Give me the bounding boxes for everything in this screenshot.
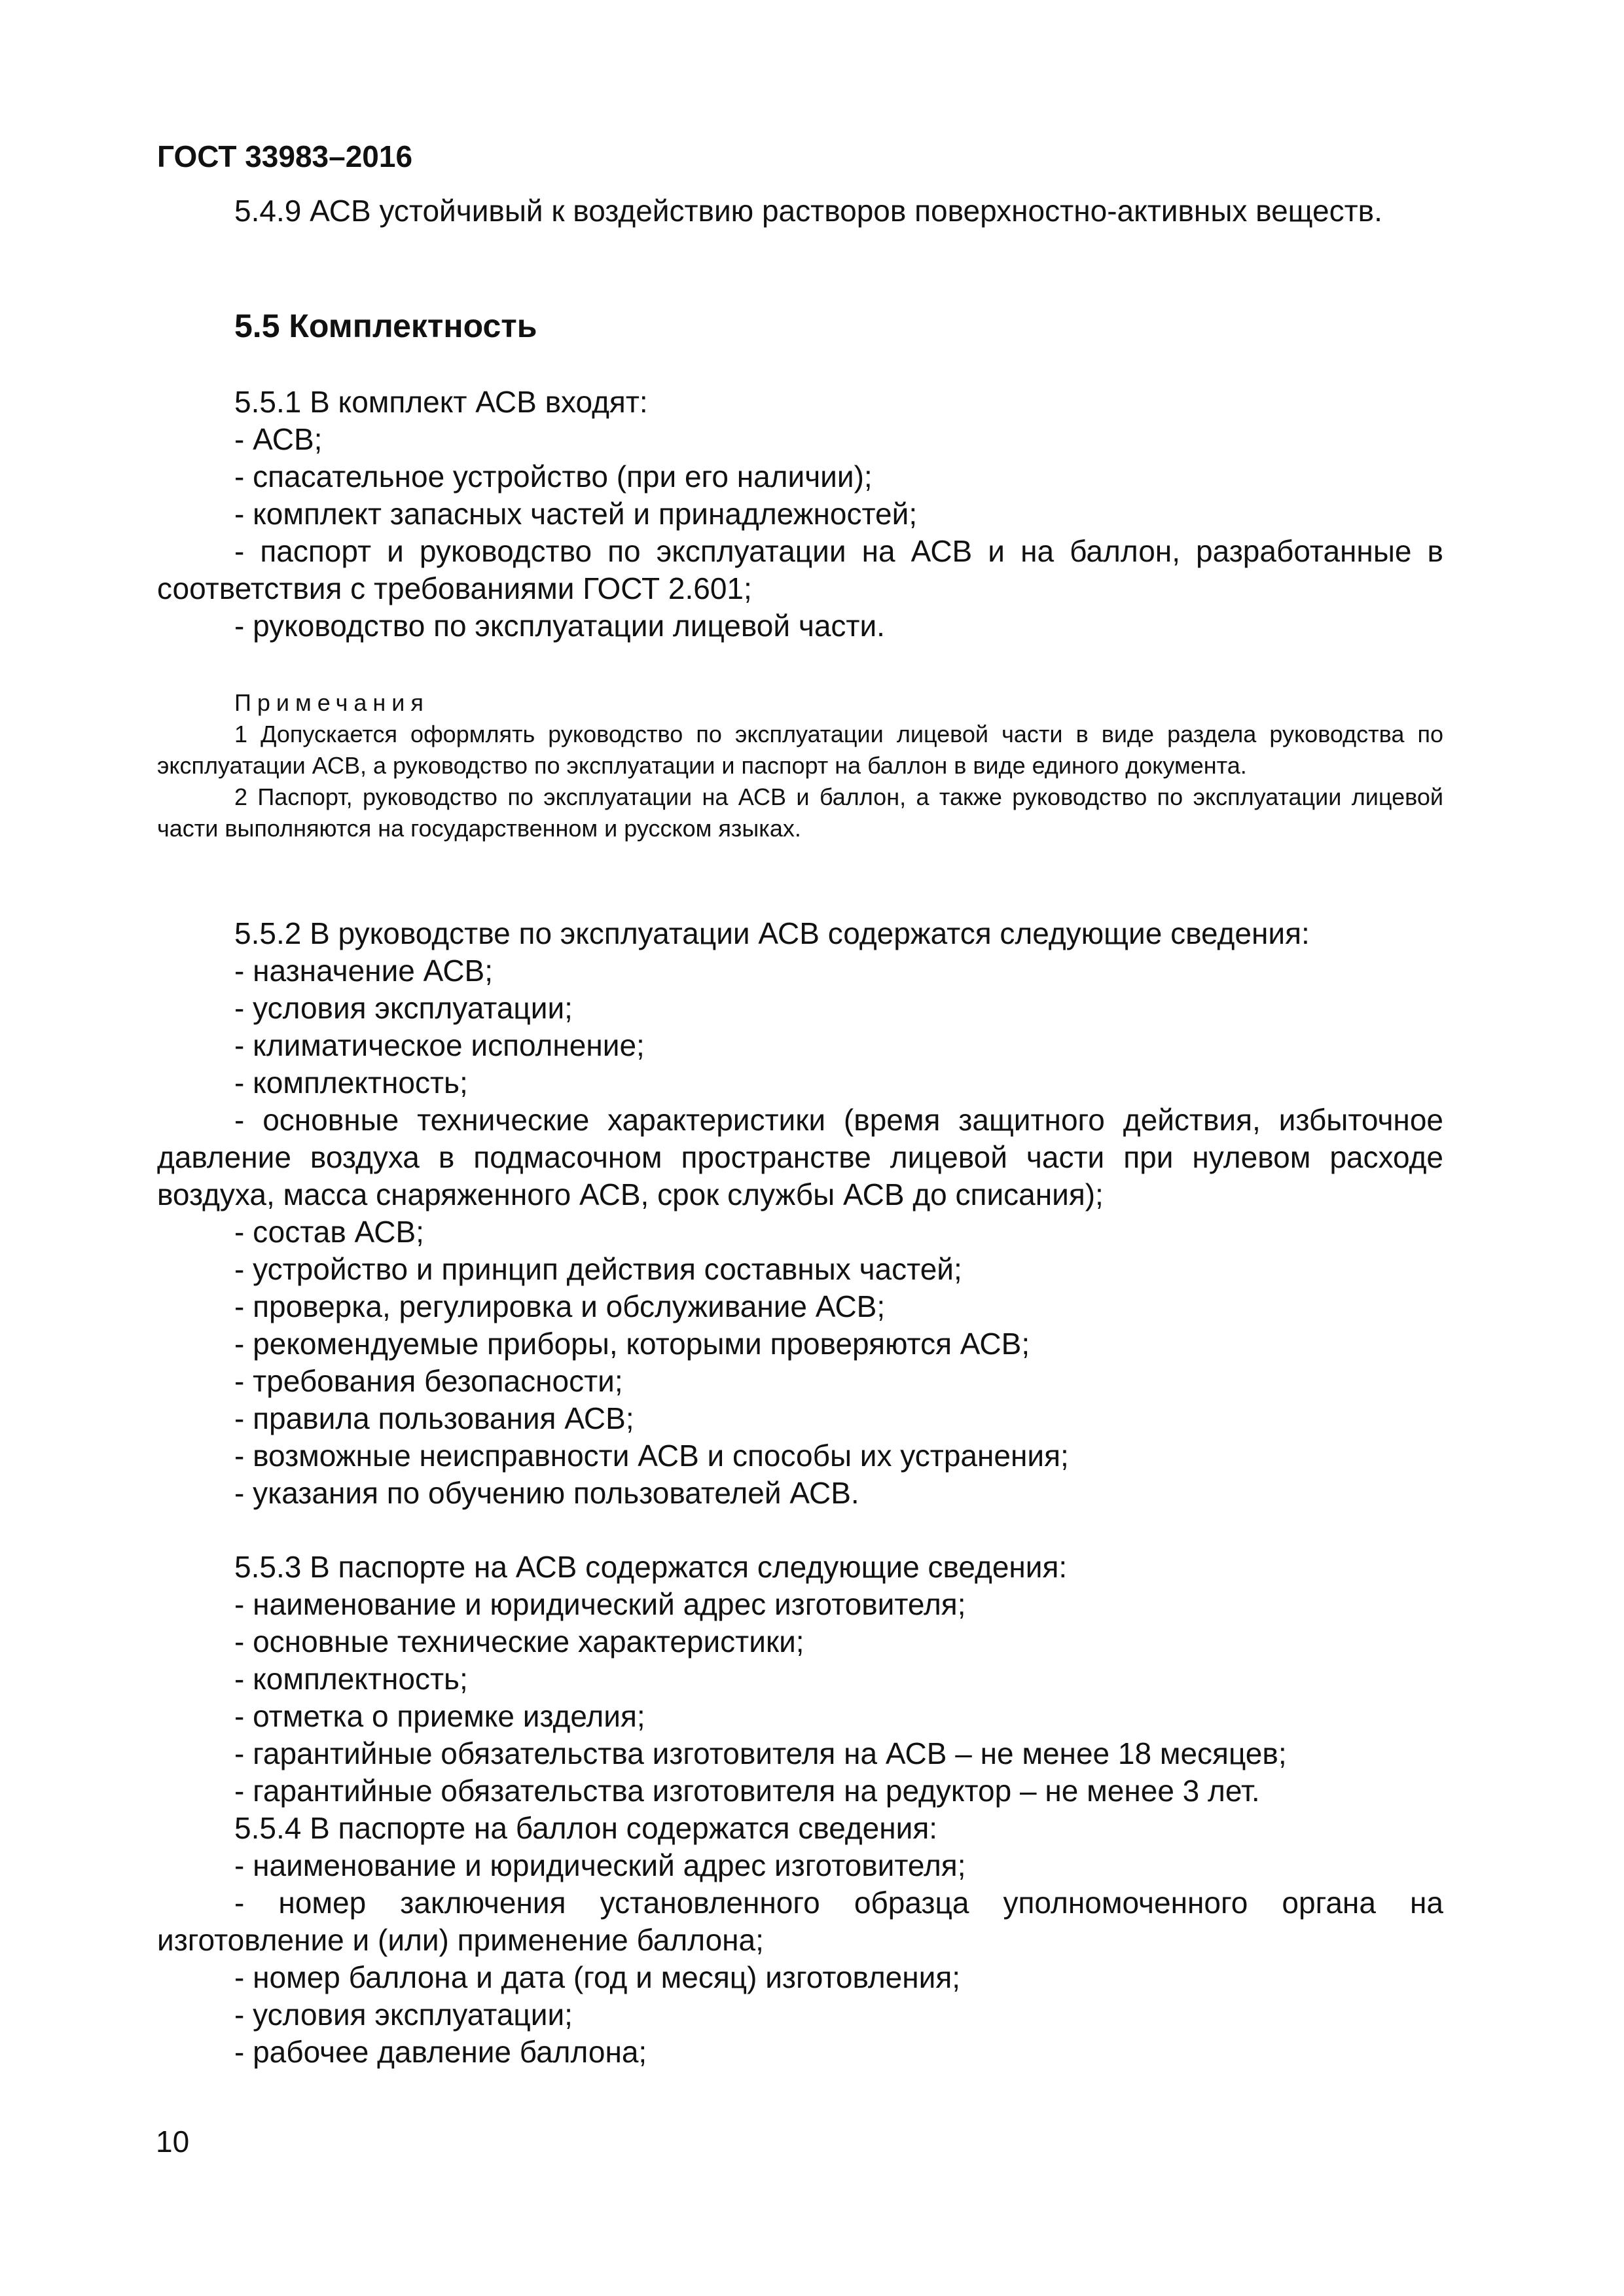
list-item: - спасательное устройство (при его наличии);	[234, 459, 873, 493]
list-item: - комплект запасных частей и принадлежностей;	[234, 497, 918, 531]
list-item: - комплектность;	[234, 1662, 468, 1696]
clause-5-4-9	[157, 192, 1443, 230]
list-item: - климатическое исполнение;	[234, 1028, 645, 1062]
list-item: - указания по обучению пользователей АСВ.	[234, 1476, 859, 1510]
list-item: - требования безопасности;	[234, 1364, 623, 1398]
list-item: - наименование и юридический адрес изготовителя;	[234, 1848, 966, 1882]
document-code-header: ГОСТ 33983–2016	[157, 139, 413, 173]
paragraph-5-4-9: 5.4.9 АСВ устойчивый к воздействию растворов поверхностно-активных веществ.	[234, 194, 1382, 228]
list-item: - условия эксплуатации;	[234, 1998, 573, 2032]
notes-label: Примечания	[234, 689, 429, 716]
clause-5-5-1	[157, 384, 1443, 645]
list-item: - основные технические характеристики (время защитного действия, избыточное давление воздуха в подмасочном пространстве лицевой части при нулевом расходе воздуха, масса снаряженного АСВ, срок службы АСВ до списания);	[157, 1103, 1443, 1211]
list-item: - устройство и принцип действия составных частей;	[234, 1252, 962, 1286]
list-item: - назначение АСВ;	[234, 954, 493, 988]
list-item: - рекомендуемые приборы, которыми проверяются АСВ;	[234, 1327, 1030, 1361]
list-item: - паспорт и руководство по эксплуатации на АСВ и на баллон, разработанные в соответствия с требованиями ГОСТ 2.601;	[157, 534, 1443, 605]
page-number: 10	[156, 2125, 190, 2159]
paragraph-intro: 5.5.1 В комплект АСВ входят:	[234, 385, 648, 419]
section-5-5	[157, 308, 1443, 345]
list-item: - гарантийные обязательства изготовителя на редуктор – не менее 3 лет.	[234, 1774, 1260, 1808]
note-item: 2 Паспорт, руководство по эксплуатации на АСВ и баллон, а также руководство по эксплуатации лицевой части выполняются на государственном и русском языках.	[157, 783, 1443, 842]
clause-5-5-4	[157, 1810, 1443, 2071]
notes-block	[157, 687, 1443, 844]
list-item: - гарантийные обязательства изготовителя на АСВ – не менее 18 месяцев;	[234, 1736, 1287, 1770]
list-item: - состав АСВ;	[234, 1215, 424, 1249]
section-title: 5.5 Комплектность	[234, 308, 537, 344]
list-item: - комплектность;	[234, 1066, 468, 1100]
list-item: - правила пользования АСВ;	[234, 1401, 634, 1435]
note-item: 1 Допускается оформлять руководство по эксплуатации лицевой части в виде раздела руководства по эксплуатации АСВ, а руководство по эксплуатации и паспорт на баллон в виде единого документа.	[157, 721, 1443, 779]
list-item: - номер баллона и дата (год и месяц) изготовления;	[234, 1960, 961, 1994]
list-item: - рабочее давление баллона;	[234, 2035, 647, 2069]
list-item: - возможные неисправности АСВ и способы их устранения;	[234, 1439, 1069, 1473]
list-item: - наименование и юридический адрес изготовителя;	[234, 1587, 966, 1621]
list-item: - условия эксплуатации;	[234, 991, 573, 1025]
paragraph-intro: 5.5.3 В паспорте на АСВ содержатся следующие сведения:	[234, 1550, 1068, 1584]
clause-5-5-2	[157, 915, 1443, 1512]
paragraph-intro: 5.5.4 В паспорте на баллон содержатся сведения:	[234, 1811, 938, 1845]
list-item: - отметка о приемке изделия;	[234, 1699, 645, 1733]
list-item: - основные технические характеристики;	[234, 1624, 804, 1659]
list-item: - руководство по эксплуатации лицевой части.	[234, 609, 885, 643]
list-item: - проверка, регулировка и обслуживание АСВ;	[234, 1289, 886, 1323]
clause-5-5-3	[157, 1549, 1443, 1810]
list-item: - номер заключения установленного образца уполномоченного органа на изготовление и (или) применение баллона;	[157, 1886, 1443, 1957]
list-item: - АСВ;	[234, 422, 323, 456]
paragraph-intro: 5.5.2 В руководстве по эксплуатации АСВ содержатся следующие сведения:	[234, 916, 1310, 950]
